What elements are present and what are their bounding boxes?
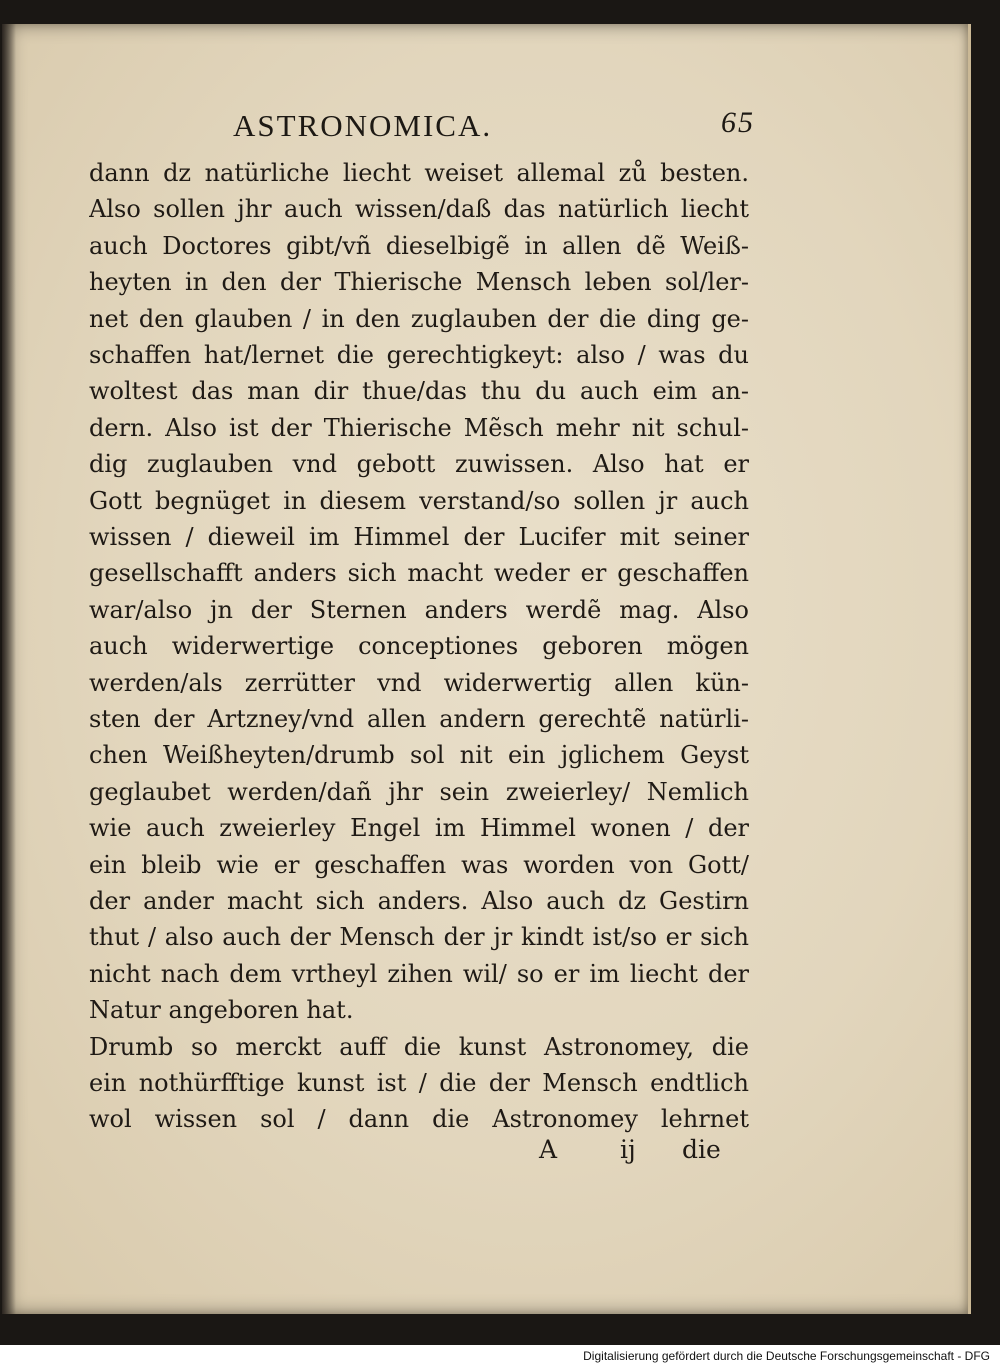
catchword: die <box>682 1135 721 1164</box>
text-line: Drumb so merckt auff die kunst Astronomey, die <box>89 1033 749 1061</box>
text-line: schaffen hat/lernet die gerechtigkeyt: also / was du <box>89 341 749 369</box>
text-line: geglaubet werden/dañ jhr sein zweierley/ Nemlich <box>89 778 749 806</box>
footer-credit: Digitalisierung gefördert durch die Deutsche Forschungsgemeinschaft - DFG <box>583 1349 990 1363</box>
text-line: thut / also auch der Mensch der jr kindt ist/so er sich <box>89 923 749 951</box>
text-line: sten der Artzney/vnd allen andern gerechtẽ natürli- <box>89 705 749 733</box>
text-line: auch Doctores gibt/vñ dieselbigẽ in allen dẽ Weiß- <box>89 232 749 260</box>
page-number: 65 <box>721 106 755 139</box>
text-line: der ander macht sich anders. Also auch dz Gestirn <box>89 887 749 915</box>
running-head <box>233 102 773 146</box>
page-gutter-shadow <box>2 24 16 1314</box>
text-line: auch widerwertige conceptiones geboren mögen <box>89 632 749 660</box>
running-head-title: ASTRONOMICA. <box>233 108 493 143</box>
text-line: chen Weißheyten/drumb sol nit ein jglichem Geyst <box>89 741 749 769</box>
text-line: dann dz natürliche liecht weiset allemal zů besten. <box>89 159 749 187</box>
text-line: Gott begnüget in diesem verstand/so sollen jr auch <box>89 487 749 515</box>
signature-mark: A <box>539 1135 558 1164</box>
text-line: wol wissen sol / dann die Astronomey lehrnet <box>89 1105 749 1133</box>
text-line: gesellschafft anders sich macht weder er geschaffen <box>89 559 749 587</box>
text-line: Also sollen jhr auch wissen/daß das natürlich liecht <box>89 195 749 223</box>
text-line: werden/als zerrütter vnd widerwertig allen kün- <box>89 669 749 697</box>
footer-bar <box>0 1345 1000 1367</box>
text-line: dig zuglauben vnd gebott zuwissen. Also hat er <box>89 450 749 478</box>
signature-number: ij <box>620 1135 636 1164</box>
text-line: wissen / dieweil im Himmel der Lucifer mit seiner <box>89 523 749 551</box>
text-line: nicht nach dem vrtheyl zihen wil/ so er im liecht der <box>89 960 749 988</box>
text-line: ein nothürfftige kunst ist / die der Mensch endtlich <box>89 1069 749 1097</box>
text-line: heyten in den der Thierische Mensch leben sol/ler- <box>89 268 749 296</box>
text-line: ein bleib wie er geschaffen was worden von Gott/ <box>89 851 749 879</box>
text-line: war/also jn der Sternen anders werdẽ mag. Also <box>89 596 749 624</box>
text-line: dern. Also ist der Thierische Mẽsch mehr nit schul- <box>89 414 749 442</box>
text-line: woltest das man dir thue/das thu du auch eim an- <box>89 377 749 405</box>
text-line: net den glauben / in den zuglauben der die ding ge- <box>89 305 749 333</box>
text-line: Natur angeboren hat. <box>89 996 354 1024</box>
text-line: wie auch zweierley Engel im Himmel wonen / der <box>89 814 749 842</box>
